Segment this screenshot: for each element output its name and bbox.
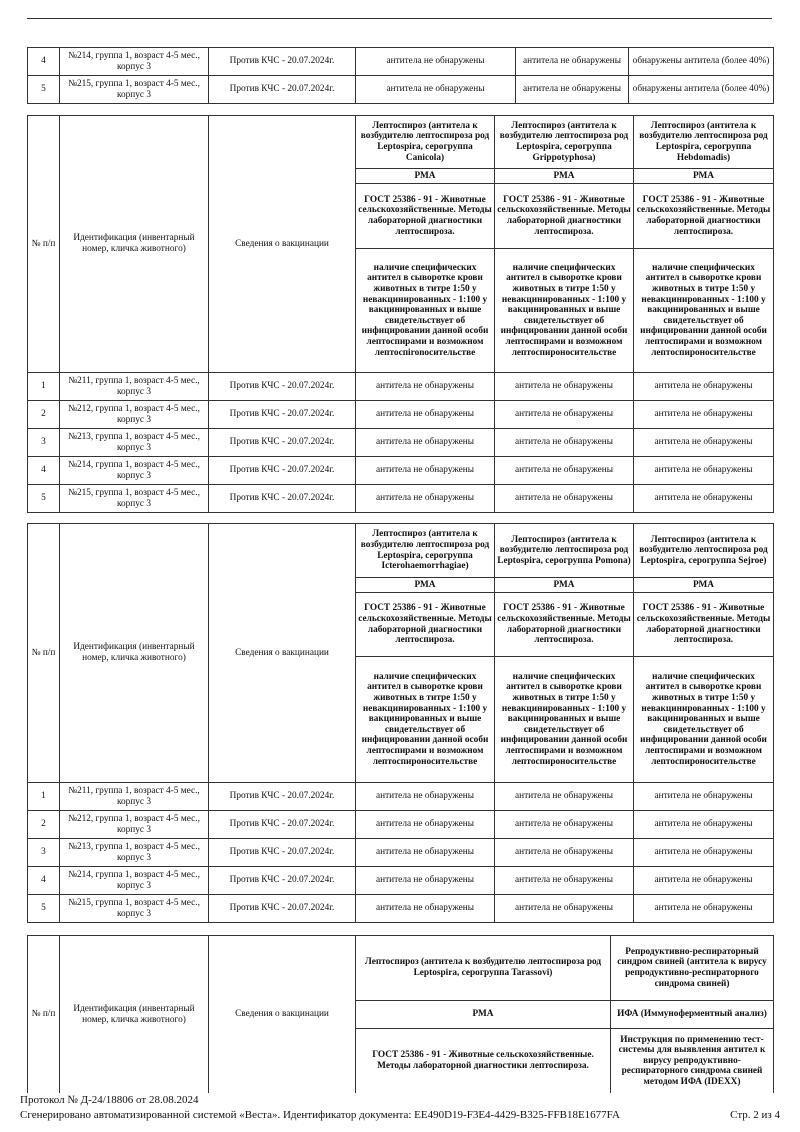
results-table-continued bbox=[27, 47, 774, 104]
vaccination-info: Против КЧС - 20.07.2024г. bbox=[209, 429, 356, 457]
test-name: Лептоспироз (антитела к возбудителю лептоспироза род Leptospira, серогруппа Sejroe) bbox=[634, 524, 774, 578]
page-number: Стр. 2 из 4 bbox=[730, 1109, 780, 1121]
test-method: РМА bbox=[634, 169, 774, 184]
test-standard: ГОСТ 25386 - 91 - Животные сельскохозяйственные. Методы лабораторной диагностики лептоспироза. bbox=[356, 593, 495, 657]
result: антитела не обнаружены bbox=[634, 839, 774, 867]
vaccination-info: Против КЧС - 20.07.2024г. bbox=[209, 457, 356, 485]
result: антитела не обнаружены bbox=[495, 839, 634, 867]
test-method: РМА bbox=[356, 578, 495, 593]
col-header-number: № п/п bbox=[28, 936, 60, 1094]
result: антитела не обнаружены bbox=[495, 895, 634, 923]
test-criteria: наличие специфических антител в сыворотке крови животных в титре 1:50 у невакцинированных - 1:100 у вакцинированных и выше свидетельствует об инфицировании данной особи лептоспирами и возможном лептоспироносительстве bbox=[634, 657, 774, 783]
test-standard: ГОСТ 25386 - 91 - Животные сельскохозяйственные. Методы лабораторной диагностики лептоспироза. bbox=[495, 184, 634, 249]
animal-id: №215, группа 1, возраст 4-5 мес., корпус 3 bbox=[60, 895, 209, 923]
result: антитела не обнаружены bbox=[356, 373, 495, 401]
table-row bbox=[28, 895, 774, 923]
header-row bbox=[28, 116, 774, 169]
animal-id: №212, группа 1, возраст 4-5 мес., корпус 3 bbox=[60, 811, 209, 839]
table-row bbox=[28, 48, 774, 76]
result: антитела не обнаружены bbox=[356, 839, 495, 867]
col-header-vaccination: Сведения о вакцинации bbox=[209, 936, 356, 1094]
row-number: 2 bbox=[28, 401, 60, 429]
result: антитела не обнаружены bbox=[634, 895, 774, 923]
header-divider bbox=[27, 18, 772, 19]
animal-id: №213, группа 1, возраст 4-5 мес., корпус 3 bbox=[60, 429, 209, 457]
test-standard: Инструкция по применению тест-системы для выявления антител к вирусу репродуктивно-респираторного синдрома свиней методом ИФА (IDEXX) bbox=[611, 1029, 774, 1094]
vaccination-info: Против КЧС - 20.07.2024г. bbox=[209, 48, 356, 76]
test-criteria: наличие специфических антител в сыворотке крови животных в титре 1:50 у невакцинированных - 1:100 у вакцинированных и выше свидетельствует об инфицировании данной особи лептоспирами и возможном лептоспироносительстве bbox=[495, 657, 634, 783]
result: антитела не обнаружены bbox=[356, 429, 495, 457]
col-header-number: № п/п bbox=[28, 116, 60, 373]
row-number: 4 bbox=[28, 457, 60, 485]
result: антитела не обнаружены bbox=[356, 895, 495, 923]
result: антитела не обнаружены bbox=[634, 429, 774, 457]
test-method: ИФА (Иммуноферментный анализ) bbox=[611, 1001, 774, 1029]
result: антитела не обнаружены bbox=[356, 401, 495, 429]
row-number: 3 bbox=[28, 429, 60, 457]
animal-id: №211, группа 1, возраст 4-5 мес., корпус 3 bbox=[60, 373, 209, 401]
animal-id: №214, группа 1, возраст 4-5 мес., корпус 3 bbox=[60, 867, 209, 895]
result: антитела не обнаружены bbox=[495, 867, 634, 895]
test-name: Лептоспироз (антитела к возбудителю лептоспироза род Leptospira, серогруппа Hebdomadis) bbox=[634, 116, 774, 169]
result: антитела не обнаружены bbox=[356, 811, 495, 839]
test-name: Лептоспироз (антитела к возбудителю лептоспироза род Leptospira, серогруппа Grippotyphosa) bbox=[495, 116, 634, 169]
table-row bbox=[28, 373, 774, 401]
vaccination-info: Против КЧС - 20.07.2024г. bbox=[209, 373, 356, 401]
result: антитела не обнаружены bbox=[495, 457, 634, 485]
table-row bbox=[28, 401, 774, 429]
result: антитела не обнаружены bbox=[634, 401, 774, 429]
vaccination-info: Против КЧС - 20.07.2024г. bbox=[209, 783, 356, 811]
row-number: 5 bbox=[28, 895, 60, 923]
result: антитела не обнаружены bbox=[634, 783, 774, 811]
header-row bbox=[28, 936, 774, 1001]
result: антитела не обнаружены bbox=[495, 811, 634, 839]
row-number: 4 bbox=[28, 867, 60, 895]
test-name: Лептоспироз (антитела к возбудителю лептоспироза род Leptospira, серогруппа Pomona) bbox=[495, 524, 634, 578]
table-row bbox=[28, 783, 774, 811]
result: антитела не обнаружены bbox=[516, 76, 629, 104]
animal-id: №214, группа 1, возраст 4-5 мес., корпус 3 bbox=[60, 457, 209, 485]
table-row bbox=[28, 76, 774, 104]
result: антитела не обнаружены bbox=[356, 76, 516, 104]
vaccination-info: Против КЧС - 20.07.2024г. bbox=[209, 867, 356, 895]
vaccination-info: Против КЧС - 20.07.2024г. bbox=[209, 839, 356, 867]
animal-id: №215, группа 1, возраст 4-5 мес., корпус 3 bbox=[60, 76, 209, 104]
result: антитела не обнаружены bbox=[495, 373, 634, 401]
test-method: РМА bbox=[356, 1001, 611, 1029]
result: антитела не обнаружены bbox=[495, 401, 634, 429]
header-row bbox=[28, 524, 774, 578]
test-criteria: наличие специфических антител в сыворотке крови животных в титре 1:50 у невакцинированных - 1:100 у вакцинированных и выше свидетельствует об инфицировании данной особи лептоспирами и возможном лептоспироносительстве bbox=[634, 249, 774, 373]
row-number: 1 bbox=[28, 783, 60, 811]
generated-by: Сгенерировано автоматизированной системой «Веста». Идентификатор документа: EE490D19-F3E4-4429-B325-FFB18E1677FA bbox=[20, 1109, 620, 1121]
result: антитела не обнаружены bbox=[495, 429, 634, 457]
animal-id: №215, группа 1, возраст 4-5 мес., корпус 3 bbox=[60, 485, 209, 513]
col-header-identification: Идентификация (инвентарный номер, кличка животного) bbox=[60, 116, 209, 373]
test-name: Лептоспироз (антитела к возбудителю лептоспироза род Leptospira, серогруппа Canicola) bbox=[356, 116, 495, 169]
result: антитела не обнаружены bbox=[356, 48, 516, 76]
result: антитела не обнаружены bbox=[634, 373, 774, 401]
test-name: Лептоспироз (антитела к возбудителю лептоспироза род Leptospira, серогруппа Icterohaemorrhagiae) bbox=[356, 524, 495, 578]
result: антитела не обнаружены bbox=[356, 783, 495, 811]
row-number: 5 bbox=[28, 485, 60, 513]
vaccination-info: Против КЧС - 20.07.2024г. bbox=[209, 401, 356, 429]
result: антитела не обнаружены bbox=[634, 811, 774, 839]
row-number: 1 bbox=[28, 373, 60, 401]
vaccination-info: Против КЧС - 20.07.2024г. bbox=[209, 76, 356, 104]
leptospira-prrs-table bbox=[27, 935, 774, 1093]
vaccination-info: Против КЧС - 20.07.2024г. bbox=[209, 811, 356, 839]
result: антитела не обнаружены bbox=[634, 457, 774, 485]
test-standard: ГОСТ 25386 - 91 - Животные сельскохозяйственные. Методы лабораторной диагностики лептоспироза. bbox=[356, 184, 495, 249]
animal-id: №212, группа 1, возраст 4-5 мес., корпус 3 bbox=[60, 401, 209, 429]
table-4-clip bbox=[0, 935, 800, 1093]
test-method: РМА bbox=[634, 578, 774, 593]
result: антитела не обнаружены bbox=[356, 457, 495, 485]
col-header-vaccination: Сведения о вакцинации bbox=[209, 116, 356, 373]
test-method: РМА bbox=[495, 578, 634, 593]
result: обнаружены антитела (более 40%) bbox=[629, 76, 774, 104]
result: антитела не обнаружены bbox=[634, 485, 774, 513]
test-standard: ГОСТ 25386 - 91 - Животные сельскохозяйственные. Методы лабораторной диагностики лептоспироза. bbox=[634, 184, 774, 249]
test-method: РМА bbox=[356, 169, 495, 184]
animal-id: №214, группа 1, возраст 4-5 мес., корпус 3 bbox=[60, 48, 209, 76]
col-header-identification: Идентификация (инвентарный номер, кличка животного) bbox=[60, 936, 209, 1094]
result: антитела не обнаружены bbox=[495, 485, 634, 513]
col-header-identification: Идентификация (инвентарный номер, кличка животного) bbox=[60, 524, 209, 783]
test-name: Репродуктивно-респираторный синдром свиней (антитела к вирусу репродуктивно-респираторного синдрома свиней) bbox=[611, 936, 774, 1001]
result: антитела не обнаружены bbox=[634, 867, 774, 895]
protocol-number: Протокол № Д-24/18806 от 28.08.2024 bbox=[20, 1094, 199, 1106]
vaccination-info: Против КЧС - 20.07.2024г. bbox=[209, 895, 356, 923]
row-number: 2 bbox=[28, 811, 60, 839]
test-criteria: наличие специфических антител в сыворотке крови животных в титре 1:50 у невакцинированных - 1:100 у вакцинированных и выше свидетельствует об инфицировании данной особи лептоспирами и возможном лептоспироносительстве bbox=[356, 657, 495, 783]
test-method: РМА bbox=[495, 169, 634, 184]
test-standard: ГОСТ 25386 - 91 - Животные сельскохозяйственные. Методы лабораторной диагностики лептоспироза. bbox=[495, 593, 634, 657]
test-standard: ГОСТ 25386 - 91 - Животные сельскохозяйственные. Методы лабораторной диагностики лептоспироза. bbox=[634, 593, 774, 657]
row-number: 5 bbox=[28, 76, 60, 104]
animal-id: №213, группа 1, возраст 4-5 мес., корпус 3 bbox=[60, 839, 209, 867]
animal-id: №211, группа 1, возраст 4-5 мес., корпус 3 bbox=[60, 783, 209, 811]
result: обнаружены антитела (более 40%) bbox=[629, 48, 774, 76]
table-row bbox=[28, 839, 774, 867]
result: антитела не обнаружены bbox=[516, 48, 629, 76]
table-row bbox=[28, 867, 774, 895]
row-number: 3 bbox=[28, 839, 60, 867]
test-standard: ГОСТ 25386 - 91 - Животные сельскохозяйственные. Методы лабораторной диагностики лептоспироза. bbox=[356, 1029, 611, 1094]
leptospira-table-1 bbox=[27, 115, 774, 513]
table-row bbox=[28, 485, 774, 513]
row-number: 4 bbox=[28, 48, 60, 76]
result: антитела не обнаружены bbox=[356, 867, 495, 895]
result: антитела не обнаружены bbox=[495, 783, 634, 811]
table-row bbox=[28, 429, 774, 457]
table-row bbox=[28, 811, 774, 839]
col-header-number: № п/п bbox=[28, 524, 60, 783]
test-criteria: наличие специфических антител в сыворотке крови животных в титре 1:50 у невакцинированных - 1:100 у вакцинированных и выше свидетельствует об инфицировании данной особи лептоспирами и возможном лептоспироносительстве bbox=[495, 249, 634, 373]
table-row bbox=[28, 457, 774, 485]
test-name: Лептоспироз (антитела к возбудителю лептоспироза род Leptospira, серогруппа Tarassovi) bbox=[356, 936, 611, 1001]
vaccination-info: Против КЧС - 20.07.2024г. bbox=[209, 485, 356, 513]
result: антитела не обнаружены bbox=[356, 485, 495, 513]
leptospira-table-2 bbox=[27, 523, 774, 923]
test-criteria: наличие специфических антител в сыворотке крови животных в титре 1:50 у невакцинированных - 1:100 у вакцинированных и выше свидетельствует об инфицировании данной особи лептоспирами и возможном лептоспironосительстве bbox=[356, 249, 495, 373]
col-header-vaccination: Сведения о вакцинации bbox=[209, 524, 356, 783]
